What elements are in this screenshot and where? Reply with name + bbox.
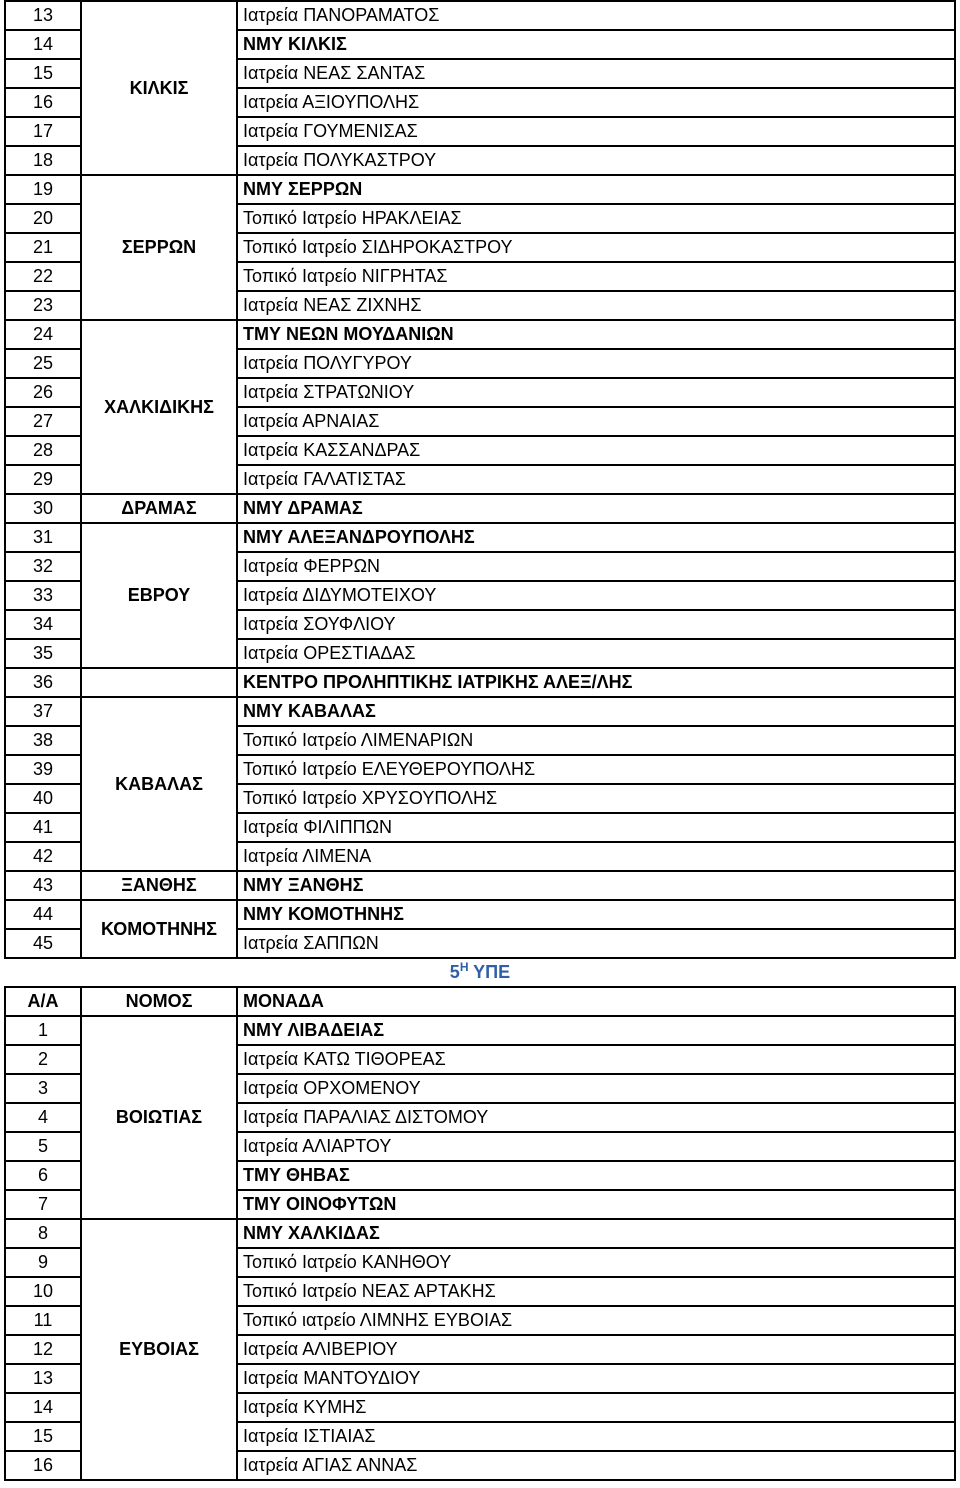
unit-cell: ΝΜΥ ΔΡΑΜΑΣ (237, 494, 955, 523)
facilities-table (4, 0, 956, 1481)
row-number: 22 (5, 262, 81, 291)
row-number: 3 (5, 1074, 81, 1103)
unit-cell: Ιατρεία ΜΑΝΤΟΥΔΙΟΥ (237, 1364, 955, 1393)
section-number: 5 (449, 962, 460, 982)
unit-cell: Ιατρεία ΑΡΝΑΙΑΣ (237, 407, 955, 436)
section-row (5, 958, 955, 987)
row-number: 30 (5, 494, 81, 523)
row-number: 34 (5, 610, 81, 639)
unit-cell: Ιατρεία ΚΑΣΣΑΝΔΡΑΣ (237, 436, 955, 465)
row-number: 44 (5, 900, 81, 929)
prefecture-cell: ΕΒΡΟΥ (81, 523, 237, 668)
unit-cell: Ιατρεία ΚΥΜΗΣ (237, 1393, 955, 1422)
header-row (5, 987, 955, 1016)
unit-cell: Τοπικό Ιατρείο ΚΑΝΗΘΟΥ (237, 1248, 955, 1277)
table-row (5, 1219, 955, 1248)
row-number: 43 (5, 871, 81, 900)
unit-cell: Ιατρεία ΝΕΑΣ ΣΑΝΤΑΣ (237, 59, 955, 88)
table-row (5, 1016, 955, 1045)
table-row (5, 871, 955, 900)
prefecture-cell: ΣΕΡΡΩΝ (81, 175, 237, 320)
unit-cell: Τοπικό Ιατρείο ΗΡΑΚΛΕΙΑΣ (237, 204, 955, 233)
unit-cell: Ιατρεία ΟΡΧΟΜΕΝΟΥ (237, 1074, 955, 1103)
facilities-table-body (5, 1, 955, 1480)
unit-cell: Ιατρεία ΠΟΛΥΓΥΡΟΥ (237, 349, 955, 378)
unit-cell: Τοπικό Ιατρείο ΝΙΓΡΗΤΑΣ (237, 262, 955, 291)
row-number: 28 (5, 436, 81, 465)
row-number: 17 (5, 117, 81, 146)
row-number: 24 (5, 320, 81, 349)
unit-cell: Τοπικό ιατρείο ΛΙΜΝΗΣ ΕΥΒΟΙΑΣ (237, 1306, 955, 1335)
unit-cell: ΤΜΥ ΝΕΩΝ ΜΟΥΔΑΝΙΩΝ (237, 320, 955, 349)
row-number: 19 (5, 175, 81, 204)
unit-cell: ΝΜΥ ΚΟΜΟΤΗΝΗΣ (237, 900, 955, 929)
prefecture-cell (81, 668, 237, 697)
unit-cell: ΝΜΥ ΚΙΛΚΙΣ (237, 30, 955, 59)
row-number: 38 (5, 726, 81, 755)
prefecture-cell: ΚΟΜΟΤΗΝΗΣ (81, 900, 237, 958)
row-number: 16 (5, 88, 81, 117)
unit-cell: Ιατρεία ΙΣΤΙΑΙΑΣ (237, 1422, 955, 1451)
row-number: 32 (5, 552, 81, 581)
column-header-unit: ΜΟΝΑΔΑ (237, 987, 955, 1016)
unit-cell: Ιατρεία ΑΞΙΟΥΠΟΛΗΣ (237, 88, 955, 117)
row-number: 20 (5, 204, 81, 233)
unit-cell: Ιατρεία ΣΤΡΑΤΩΝΙΟΥ (237, 378, 955, 407)
unit-cell: Ιατρεία ΣΟΥΦΛΙΟΥ (237, 610, 955, 639)
row-number: 42 (5, 842, 81, 871)
row-number: 1 (5, 1016, 81, 1045)
row-number: 15 (5, 59, 81, 88)
table-row (5, 697, 955, 726)
unit-cell: Ιατρεία ΦΕΡΡΩΝ (237, 552, 955, 581)
row-number: 11 (5, 1306, 81, 1335)
row-number: 15 (5, 1422, 81, 1451)
row-number: 14 (5, 30, 81, 59)
row-number: 26 (5, 378, 81, 407)
table-row (5, 668, 955, 697)
unit-cell: Τοπικό Ιατρείο ΧΡΥΣΟΥΠΟΛΗΣ (237, 784, 955, 813)
row-number: 14 (5, 1393, 81, 1422)
row-number: 41 (5, 813, 81, 842)
table-row (5, 523, 955, 552)
unit-cell: Ιατρεία ΟΡΕΣΤΙΑΔΑΣ (237, 639, 955, 668)
row-number: 25 (5, 349, 81, 378)
row-number: 10 (5, 1277, 81, 1306)
row-number: 40 (5, 784, 81, 813)
row-number: 13 (5, 1, 81, 30)
row-number: 2 (5, 1045, 81, 1074)
unit-cell: Τοπικό Ιατρείο ΛΙΜΕΝΑΡΙΩΝ (237, 726, 955, 755)
row-number: 16 (5, 1451, 81, 1480)
unit-cell: Ιατρεία ΑΛΙΒΕΡΙΟΥ (237, 1335, 955, 1364)
row-number: 35 (5, 639, 81, 668)
section-superscript: Η (459, 960, 469, 974)
prefecture-cell: ΚΑΒΑΛΑΣ (81, 697, 237, 871)
unit-cell: Ιατρεία ΑΛΙΑΡΤΟΥ (237, 1132, 955, 1161)
row-number: 6 (5, 1161, 81, 1190)
prefecture-cell: ΕΥΒΟΙΑΣ (81, 1219, 237, 1480)
section-title (5, 958, 955, 987)
unit-cell: ΝΜΥ ΚΑΒΑΛΑΣ (237, 697, 955, 726)
prefecture-cell: ΞΑΝΘΗΣ (81, 871, 237, 900)
unit-cell: Ιατρεία ΣΑΠΠΩΝ (237, 929, 955, 958)
row-number: 27 (5, 407, 81, 436)
unit-cell: ΝΜΥ ΧΑΛΚΙΔΑΣ (237, 1219, 955, 1248)
row-number: 29 (5, 465, 81, 494)
row-number: 9 (5, 1248, 81, 1277)
unit-cell: Ιατρεία ΓΑΛΑΤΙΣΤΑΣ (237, 465, 955, 494)
row-number: 37 (5, 697, 81, 726)
unit-cell: Τοπικό Ιατρείο ΣΙΔΗΡΟΚΑΣΤΡΟΥ (237, 233, 955, 262)
row-number: 8 (5, 1219, 81, 1248)
unit-cell: Ιατρεία ΚΑΤΩ ΤΙΘΟΡΕΑΣ (237, 1045, 955, 1074)
table-row (5, 175, 955, 204)
unit-cell: ΝΜΥ ΣΕΡΡΩΝ (237, 175, 955, 204)
unit-cell: Ιατρεία ΠΑΡΑΛΙΑΣ ΔΙΣΤΟΜΟΥ (237, 1103, 955, 1132)
unit-cell: Ιατρεία ΝΕΑΣ ΖΙΧΝΗΣ (237, 291, 955, 320)
unit-cell: Ιατρεία ΑΓΙΑΣ ΑΝΝΑΣ (237, 1451, 955, 1480)
section-label: ΥΠΕ (473, 962, 511, 982)
table-row (5, 494, 955, 523)
row-number: 39 (5, 755, 81, 784)
unit-cell: Τοπικό Ιατρείο ΝΕΑΣ ΑΡΤΑΚΗΣ (237, 1277, 955, 1306)
unit-cell: Ιατρεία ΠΟΛΥΚΑΣΤΡΟΥ (237, 146, 955, 175)
unit-cell: ΚΕΝΤΡΟ ΠΡΟΛΗΠΤΙΚΗΣ ΙΑΤΡΙΚΗΣ ΑΛΕΞ/ΛΗΣ (237, 668, 955, 697)
row-number: 12 (5, 1335, 81, 1364)
unit-cell: ΝΜΥ ΛΙΒΑΔΕΙΑΣ (237, 1016, 955, 1045)
table-row (5, 1, 955, 30)
unit-cell: Ιατρεία ΔΙΔΥΜΟΤΕΙΧΟΥ (237, 581, 955, 610)
prefecture-cell: ΧΑΛΚΙΔΙΚΗΣ (81, 320, 237, 494)
unit-cell: Ιατρεία ΦΙΛΙΠΠΩΝ (237, 813, 955, 842)
column-header-aa: Α/Α (5, 987, 81, 1016)
prefecture-cell: ΒΟΙΩΤΙΑΣ (81, 1016, 237, 1219)
unit-cell: Ιατρεία ΓΟΥΜΕΝΙΣΑΣ (237, 117, 955, 146)
row-number: 18 (5, 146, 81, 175)
row-number: 45 (5, 929, 81, 958)
unit-cell: Ιατρεία ΠΑΝΟΡΑΜΑΤΟΣ (237, 1, 955, 30)
row-number: 21 (5, 233, 81, 262)
prefecture-cell: ΔΡΑΜΑΣ (81, 494, 237, 523)
table-row (5, 320, 955, 349)
row-number: 5 (5, 1132, 81, 1161)
unit-cell: Τοπικό Ιατρείο ΕΛΕΥΘΕΡΟΥΠΟΛΗΣ (237, 755, 955, 784)
column-header-nomos: ΝΟΜΟΣ (81, 987, 237, 1016)
unit-cell: ΝΜΥ ΞΑΝΘΗΣ (237, 871, 955, 900)
row-number: 4 (5, 1103, 81, 1132)
row-number: 23 (5, 291, 81, 320)
row-number: 13 (5, 1364, 81, 1393)
row-number: 7 (5, 1190, 81, 1219)
unit-cell: ΤΜΥ ΟΙΝΟΦΥΤΩΝ (237, 1190, 955, 1219)
row-number: 31 (5, 523, 81, 552)
table-row (5, 900, 955, 929)
unit-cell: ΝΜΥ ΑΛΕΞΑΝΔΡΟΥΠΟΛΗΣ (237, 523, 955, 552)
row-number: 36 (5, 668, 81, 697)
unit-cell: ΤΜΥ ΘΗΒΑΣ (237, 1161, 955, 1190)
row-number: 33 (5, 581, 81, 610)
unit-cell: Ιατρεία ΛΙΜΕΝΑ (237, 842, 955, 871)
prefecture-cell: ΚΙΛΚΙΣ (81, 1, 237, 175)
